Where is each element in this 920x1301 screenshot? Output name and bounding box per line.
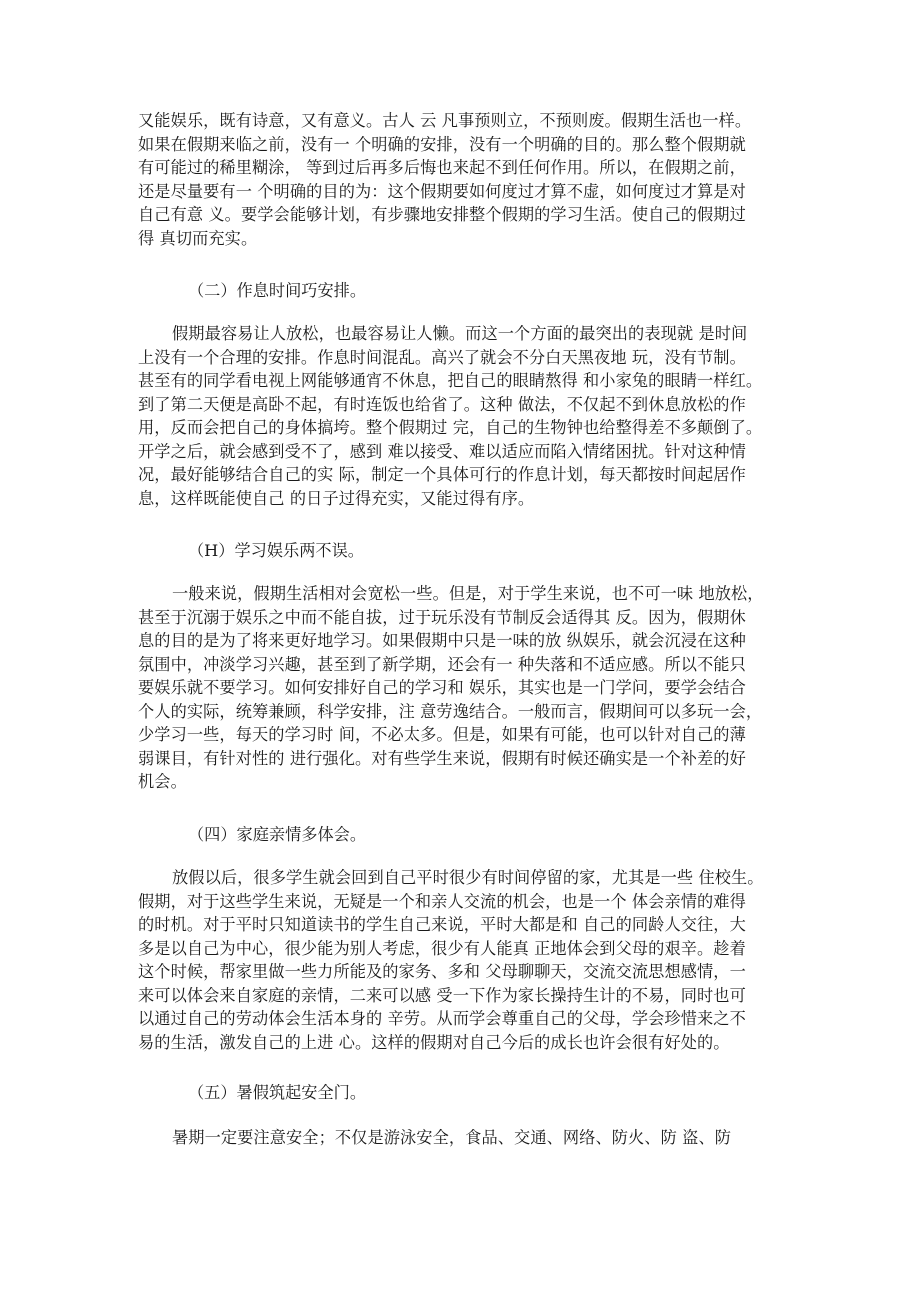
text-line: 自己有意 义。要学会能够计划，有步骤地安排整个假期的学习生活。使自己的假期过	[138, 205, 746, 224]
text-line: 又能娱乐，既有诗意，又有意义。古人 云 凡事预则立，不预则废。假期生活也一样。	[138, 111, 752, 130]
section-heading-4: （四）家庭亲情多体会。	[188, 825, 367, 844]
text-line: 到了第二天便是高卧不起，有时连饭也给省了。这种 做法，不仅起不到休息放松的作	[138, 394, 746, 414]
text-line: 上没有一个合理的安排。作息时间混乱。高兴了就会不分白天黑夜地 玩，没有节制。	[138, 347, 746, 367]
text-line: 息的目的是为了将来更好地学习。如果假期中只是一味的放 纵娱乐，就会沉浸在这种	[138, 631, 746, 650]
text-line: 易的生活，激发自己的上进 心。这样的假期对自己今后的成长也许会很有好处的。	[138, 1032, 730, 1052]
text-line: 来可以体会来自家庭的亲情，二来可以感 受一下作为家长操持生计的不易，同时也可	[138, 985, 746, 1005]
text-line: 用，反而会把自己的身体搞垮。整个假期过 完，自己的生物钟也给整得差不多颠倒了。	[138, 418, 763, 437]
text-line: 放假以后，很多学生就会回到自己平时很少有时间停留的家，尤其是一些 住校生。	[172, 868, 764, 887]
text-line: 开学之后，就会感到受不了，感到 难以接受、难以适应而陷入情绪困扰。针对这种情	[138, 441, 746, 461]
section-heading-5: （五）暑假筑起安全门。	[188, 1083, 367, 1102]
text-line: 况，最好能够结合自己的实 际，制定一个具体可行的作息计划，每天都按时间起居作	[138, 465, 746, 484]
text-line: 机会。	[138, 772, 187, 791]
text-line: 多是以自己为中心，很少能为别人考虑，很少有人能真 正地体会到父母的艰辛。趁着	[138, 938, 746, 958]
text-line: 暑期一定要注意安全；不仅是游泳安全，食品、交通、网络、防火、防 盗、防	[172, 1128, 732, 1147]
text-line: 息，这样既能使自己 的日子过得充实，又能过得有序。	[138, 488, 535, 508]
text-line: 少学习一些，每天的学习时 间，不必太多。但是，如果有可能，也可以针对自己的薄	[138, 725, 746, 744]
text-line: 这个时候，帮家里做一些力所能及的家务、多和 父母聊聊天，交流交流思想感情，一	[138, 962, 746, 981]
text-line: 假期最容易让人放松，也最容易让人懒。而这一个方面的最突出的表现就 是时间	[172, 324, 748, 343]
text-line: 要娱乐就不要学习。如何安排好自己的学习和 娱乐，其实也是一门学问，要学会结合	[138, 678, 746, 697]
text-line: 甚至有的同学看电视上网能够通宵不休息，把自己的眼睛熬得 和小家兔的眼睛一样红。	[138, 371, 763, 390]
text-line: 得 真切而充实。	[138, 228, 258, 248]
text-line: 有可能过的稀里糊涂， 等到过后再多后悔也来起不到任何作用。所以，在假期之前，	[138, 158, 746, 177]
text-line: 假期，对于这些学生来说，无疑是一个和亲人交流的机会，也是一个 体会亲情的难得	[138, 891, 746, 911]
text-line: 弱课目，有针对性的 进行强化。对有些学生来说，假期有时候还确实是一个补差的好	[138, 748, 746, 768]
section-heading-2: （二）作息时间巧安排。	[188, 281, 367, 300]
text-line: 如果在假期来临之前，没有一 个明确的安排，没有一个明确的目的。那么整个假期就	[138, 134, 746, 154]
section-4-paragraph	[138, 866, 783, 1054]
text-line: 以通过自己的劳动体会生活本身的 辛劳。从而学会尊重自己的父母，学会珍惜来之不	[138, 1009, 746, 1028]
text-line: 氛围中，冲淡学习兴趣，甚至到了新学期，还会有一 种失落和不适应感。所以不能只	[138, 654, 746, 674]
text-line: 个人的实际，统筹兼顾，科学安排，注 意劳逸结合。一般而言，假期间可以多玩一会，	[138, 701, 763, 721]
text-line: 一般来说，假期生活相对会宽松一些。但是，对于学生来说，也不可一味 地放松，	[172, 584, 764, 603]
section-3-paragraph	[138, 582, 783, 794]
section-5-paragraph	[138, 1126, 783, 1150]
text-line: 的时机。对于平时只知道读书的学生自己来说，平时大都是和 自己的同龄人交往，大	[138, 915, 746, 934]
intro-paragraph	[138, 109, 783, 250]
section-heading-3: （H）学习娱乐两不误。	[188, 541, 364, 560]
text-line: 还是尽量要有一 个明确的目的为：这个假期要如何度过才算不虚，如何度过才算是对	[138, 181, 746, 201]
section-2-paragraph	[138, 322, 783, 510]
text-line: 甚至于沉溺于娱乐之中而不能自拔，过于玩乐没有节制反会适得其 反。因为，假期休	[138, 607, 746, 627]
